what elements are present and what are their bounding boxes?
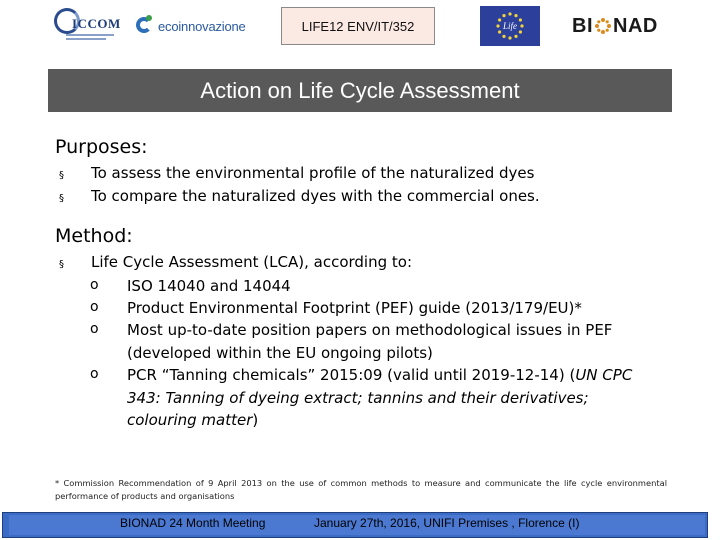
circle-bullet-icon: o <box>90 321 99 337</box>
bionad-flower-icon <box>594 17 612 35</box>
footnote: * Commission Recommendation of 9 April 2013 on the use of common methods to measure and communicate the life cycle environmental performance of products and organisations <box>55 478 667 501</box>
method-subitem-text: (developed within the EU ongoing pilots) <box>127 344 433 362</box>
bionad-logo-text-2: NAD <box>613 14 658 37</box>
purpose-item-text: To compare the naturalized dyes with the commercial ones. <box>91 187 540 205</box>
circle-bullet-icon: o <box>90 366 99 382</box>
footer-meeting: BIONAD 24 Month Meeting <box>120 516 266 530</box>
ecoinnovazione-mark-icon <box>134 15 154 37</box>
project-code-box <box>281 7 435 45</box>
square-bullet-icon: § <box>59 259 64 270</box>
method-subitem-text: ISO 14040 and 14044 <box>127 277 291 295</box>
square-bullet-icon: § <box>59 193 64 204</box>
method-subitem-text: colouring matter) <box>127 411 259 429</box>
ecoinnovazione-logo <box>134 14 246 38</box>
eu-life-text: Life <box>502 21 518 31</box>
method-item-text: Life Cycle Assessment (LCA), according to: <box>91 253 413 271</box>
method-subitem-text: PCR “Tanning chemicals” 2015:09 (valid until 2019-12-14) (UN CPC <box>127 366 633 384</box>
method-subitem-text: 343: Tanning of dyeing extract; tannins and their derivatives; <box>127 389 589 407</box>
square-bullet-icon: § <box>59 170 64 181</box>
method-subitem-text: Product Environmental Footprint (PEF) guide (2013/179/EU)* <box>127 299 582 317</box>
title-bar <box>48 69 672 112</box>
method-heading: Method: <box>55 225 133 247</box>
footer <box>0 508 720 540</box>
circle-bullet-icon: o <box>90 299 99 315</box>
bionad-logo-text-1: BI <box>572 14 593 37</box>
project-code: LIFE12 ENV/IT/352 <box>301 18 415 34</box>
slide-title: Action on Life Cycle Assessment <box>200 77 520 103</box>
bionad-logo <box>572 12 658 40</box>
eu-stars-icon <box>480 6 540 46</box>
purposes-heading: Purposes: <box>55 136 148 158</box>
eu-life-logo <box>480 6 540 46</box>
iccom-logo <box>50 6 120 46</box>
purpose-item-text: To assess the environmental profile of the naturalized dyes <box>91 164 535 182</box>
footer-date-place: January 27th, 2016, UNIFI Premises , Florence (I) <box>314 516 580 530</box>
ecoinnovazione-logo-text: ecoinnovazione <box>158 18 246 34</box>
method-subitem-text: Most up-to-date position papers on methodological issues in PEF <box>127 321 613 339</box>
circle-bullet-icon: o <box>90 277 99 293</box>
iccom-logo-text: ICCOM <box>72 16 121 31</box>
